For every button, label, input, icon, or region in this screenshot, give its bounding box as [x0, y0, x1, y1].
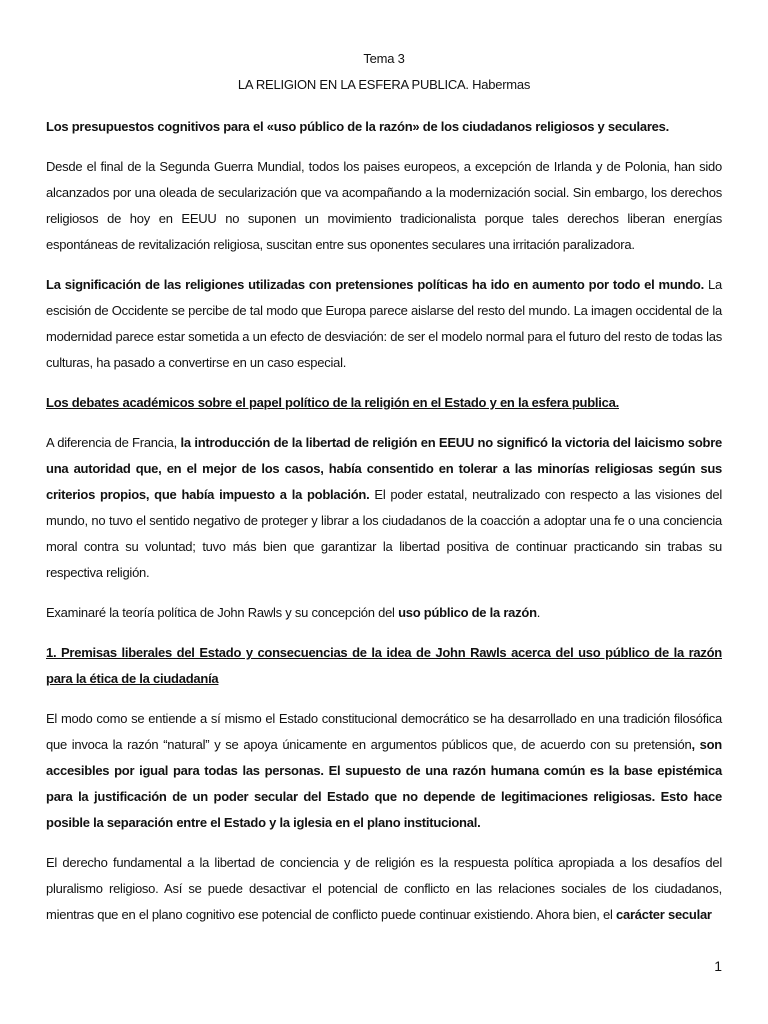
paragraph-significance	[46, 272, 722, 376]
document-title: LA RELIGION EN LA ESFERA PUBLICA. Habermas	[237, 77, 531, 92]
paragraph-france-rest: El poder estatal, neutralizado con respecto a las visiones del mundo, no tuvo el sentido negativo de proteger y librar a los ciudadanos de la coacción a adoptar una fe o una conciencia moral contra su voluntad; tuvo más bien que garantizar la libertad positiva de continuar practicando sin trabas su respectiva religión.	[46, 487, 722, 580]
document-body	[46, 46, 722, 928]
topic-number: Tema 3	[363, 51, 405, 66]
paragraph-significance-rest: La escisión de Occidente se percibe de tal modo que Europa parece aislarse del resto del mundo. La imagen occidental de la modernidad parece estar sometida a un efecto de desviación: de ser el modelo normal para el futuro del resto de todas las culturas, ha pasado a convertirse en un caso especial.	[46, 277, 722, 370]
paragraph-constitutional-lead: El modo como se entiende a sí mismo el Estado constitucional democrático se ha desarrollado en una tradición filosófica que invoca la razón “natural” y se apoya únicamente en argumentos públicos que, de acuerdo con su pretensión	[46, 711, 722, 752]
section-heading-liberal-premises: 1. Premisas liberales del Estado y consecuencias de la idea de John Rawls acerca del uso público de la razón para la ética de la ciudadanía	[46, 645, 722, 686]
paragraph-significance-bold: La significación de las religiones utilizadas con pretensiones políticas ha ido en aumento por todo el mundo.	[46, 277, 704, 292]
paragraph-rawls-lead: Examinaré la teoría política de John Rawls y su concepción del	[46, 605, 399, 620]
paragraph-france-lead: A diferencia de Francia,	[46, 435, 181, 450]
paragraph-freedom-rest: Ahora bien, el	[533, 907, 616, 922]
paragraph-secularization: Desde el final de la Segunda Guerra Mundial, todos los paises europeos, a excepción de Irlanda y de Polonia, han sido alcanzados por una oleada de secularización que va acompañando a la modernización social. Sin embargo, los derechos religiosos de hoy en EEUU no suponen un movimiento tradicionalista porque tales derechos liberan energías espontáneas de revitalización religiosa, suscitan entre sus oponentes seculares una irritación paralizadora.	[46, 159, 722, 252]
paragraph-freedom-lead: El derecho fundamental a la libertad de conciencia y de religión es la respuesta política apropiada a los desafíos del pluralismo religioso. Así se puede desactivar el potencial de conflicto en las relaciones sociales de los ciudadanos, mientras que en el plano cognitivo ese potencial de conflicto puede continuar existiendo.	[46, 855, 722, 922]
section-heading-debates: Los debates académicos sobre el papel político de la religión en el Estado y en la esfera publica.	[46, 395, 619, 410]
paragraph-rawls-intro	[46, 600, 722, 626]
paragraph-rawls-bold: uso público de la razón	[398, 605, 537, 620]
paragraph-constitutional-bold: , son accesibles por igual para todas las personas. El supuesto de una razón humana común es la base epistémica para la justificación de un poder secular del Estado que no depende de legitimaciones religiosas. Esto hace posible la separación entre el Estado y la iglesia en el plano institucional.	[46, 737, 722, 830]
paragraph-rawls-tail: .	[536, 605, 541, 620]
section-heading-cognitive: Los presupuestos cognitivos para el «uso público de la razón» de los ciudadanos religiosos y seculares.	[46, 119, 669, 134]
paragraph-constitutional-state	[46, 706, 722, 836]
paragraph-freedom-bold: carácter secular	[616, 907, 712, 922]
page-number: 1	[714, 958, 722, 974]
paragraph-france-comparison	[46, 430, 722, 586]
paragraph-france-bold: la introducción de la libertad de religión en EEUU no significó la victoria del laicismo sobre una autoridad que, en el mejor de los casos, había consentido en tolerar a las minorías religiosas según sus criterios propios, que había impuesto a la población.	[46, 435, 722, 502]
paragraph-freedom-of-conscience	[46, 850, 722, 928]
